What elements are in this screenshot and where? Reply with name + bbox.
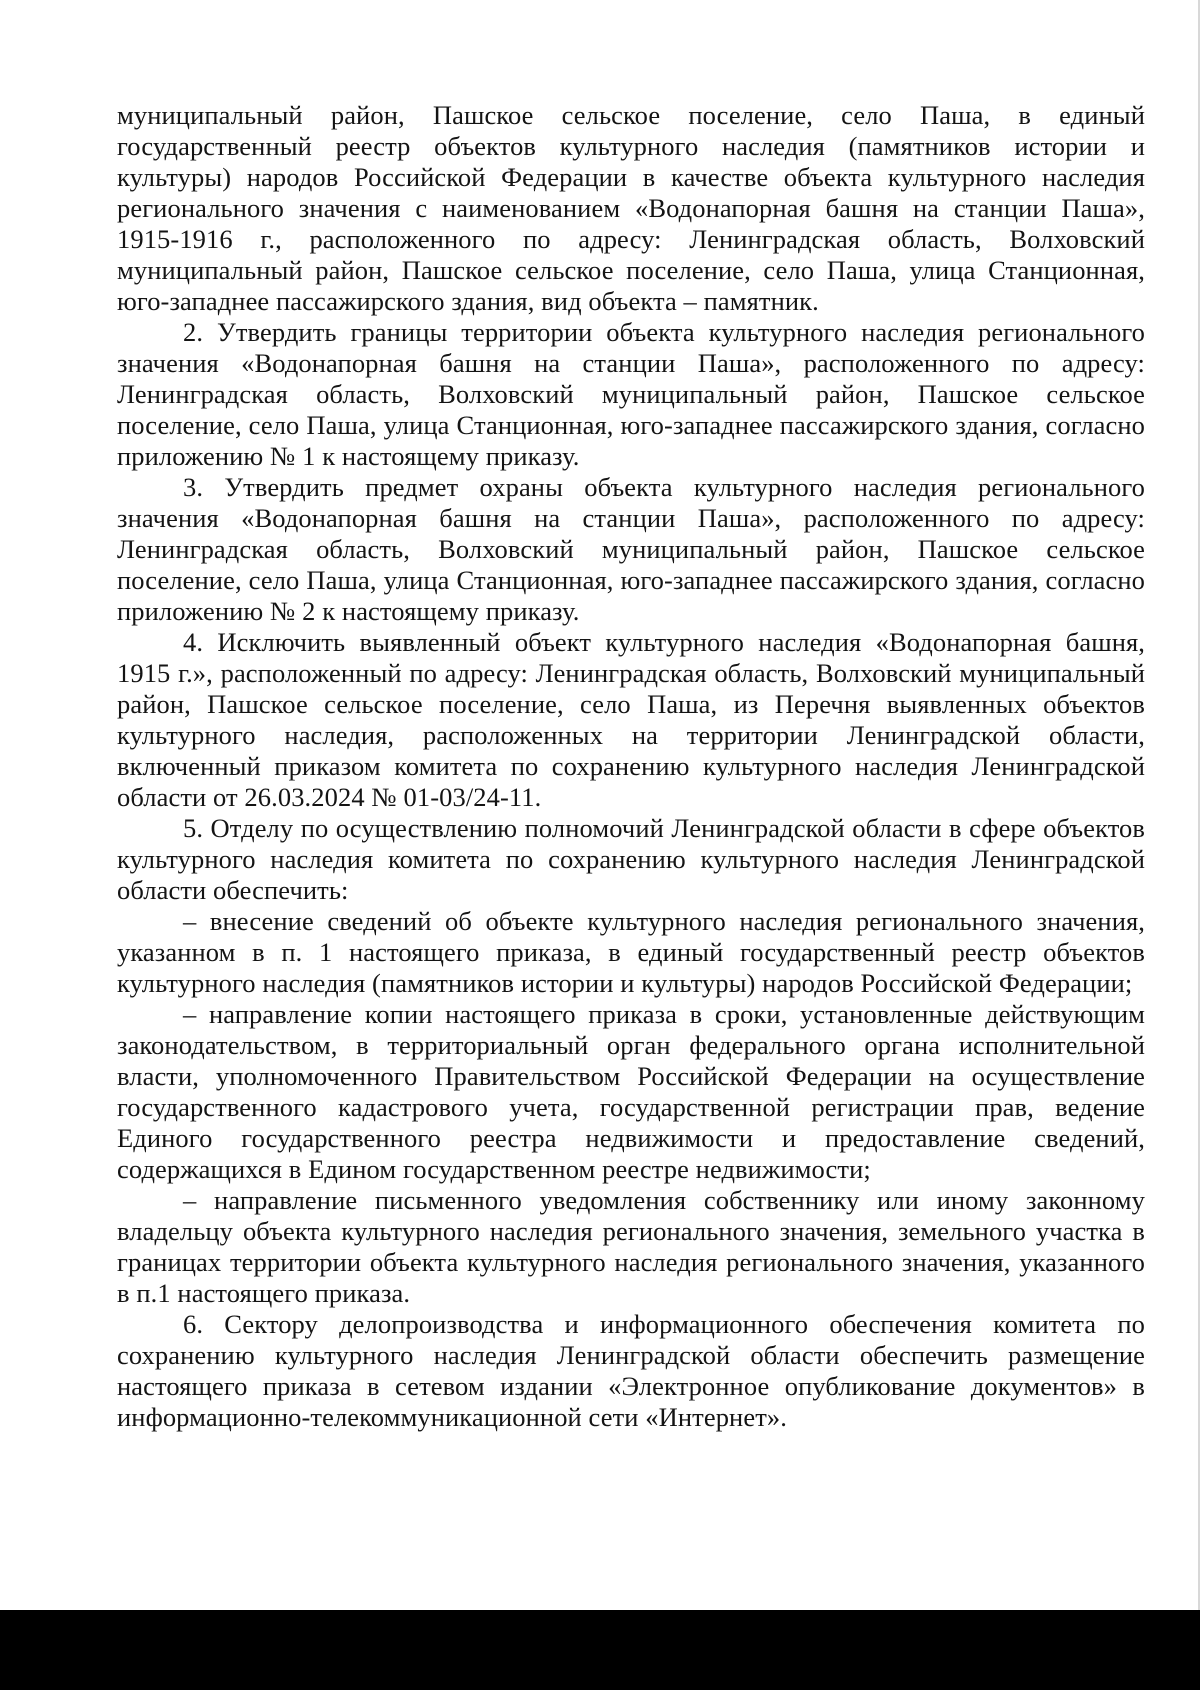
paragraph-item-3: 3. Утвердить предмет охраны объекта культурного наследия регионального значения «Водонапорная башня на станции Паша», расположенного по адресу: Ленинградская область, Волховский муниципальный район, Пашское сельское поселение, село Паша, улица Станционная, юго-западнее пассажирского здания, согласно приложению № 2 к настоящему приказу. bbox=[117, 472, 1145, 626]
paragraph-item-4: 4. Исключить выявленный объект культурного наследия «Водонапорная башня, 1915 г.», расположенный по адресу: Ленинградская область, Волховский муниципальный район, Пашское сельское поселение, село Паша, из Перечня выявленных объектов культурного наследия, расположенных на территории Ленинградской области, включенный приказом комитета по сохранению культурного наследия Ленинградской области от 26.03.2024 № 01-03/24-11. bbox=[117, 627, 1145, 812]
paragraph-continuation: муниципальный район, Пашское сельское поселение, село Паша, в единый государственный реестр объектов культурного наследия (памятников истории и культуры) народов Российской Федерации в качестве объекта культурного наследия регионального значения с наименованием «Водонапорная башня на станции Паша», 1915-1916 г., расположенного по адресу: Ленинградская область, Волховский муниципальный район, Пашское сельское поселение, село Паша, улица Станционная, юго-западнее пассажирского здания, вид объекта – памятник. bbox=[117, 100, 1145, 316]
paragraph-item-6: 6. Сектору делопроизводства и информационного обеспечения комитета по сохранению культурного наследия Ленинградской области обеспечить размещение настоящего приказа в сетевом издании «Электронное опубликование документов» в информационно-телекоммуникационной сети «Интернет». bbox=[117, 1309, 1145, 1432]
paragraph-item-5-dash-2: – направление копии настоящего приказа в сроки, установленные действующим законодательством, в территориальный орган федерального органа исполнительной власти, уполномоченного Правительством Российской Федерации на осуществление государственного кадастрового учета, государственной регистрации прав, ведение Единого государственного реестра недвижимости и предоставление сведений, содержащихся в Едином государственном реестре недвижимости; bbox=[117, 999, 1145, 1184]
paragraph-item-5: 5. Отделу по осуществлению полномочий Ленинградской области в сфере объектов культурного наследия комитета по сохранению культурного наследия Ленинградской области обеспечить: bbox=[117, 813, 1145, 905]
paragraph-item-2: 2. Утвердить границы территории объекта культурного наследия регионального значения «Водонапорная башня на станции Паша», расположенного по адресу: Ленинградская область, Волховский муниципальный район, Пашское сельское поселение, село Паша, улица Станционная, юго-западнее пассажирского здания, согласно приложению № 1 к настоящему приказу. bbox=[117, 317, 1145, 471]
paragraph-item-5-dash-1: – внесение сведений об объекте культурного наследия регионального значения, указанном в п. 1 настоящего приказа, в единый государственный реестр объектов культурного наследия (памятников истории и культуры) народов Российской Федерации; bbox=[117, 906, 1145, 998]
redaction-band bbox=[0, 1610, 1200, 1690]
document-body bbox=[117, 100, 1145, 1433]
paragraph-item-5-dash-3: – направление письменного уведомления собственнику или иному законному владельцу объекта культурного наследия регионального значения, земельного участка в границах территории объекта культурного наследия регионального значения, указанного в п.1 настоящего приказа. bbox=[117, 1185, 1145, 1308]
